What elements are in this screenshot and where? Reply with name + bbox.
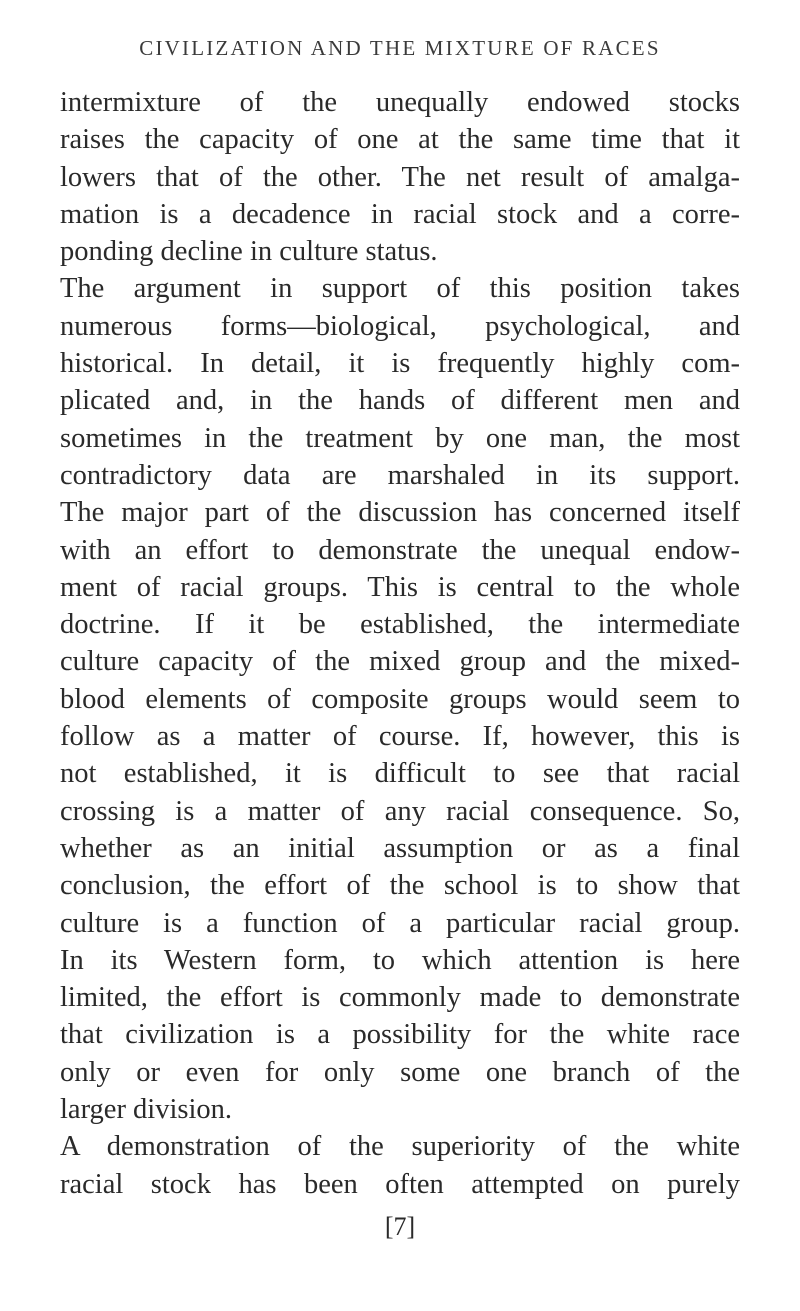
text-line: only or even for only some one branch of the [60, 1056, 740, 1088]
text-line: conclusion, the effort of the school is to show that [60, 870, 740, 902]
text-line: follow as a matter of course. If, however, this is [60, 721, 740, 753]
text-line: racial stock has been often attempted on purely [60, 1168, 740, 1200]
text-line: whether as an initial assumption or as a final [60, 832, 740, 864]
text-line: contradictory data are marshaled in its support. [60, 459, 740, 491]
text-line: The argument in support of this position takes [60, 273, 740, 305]
running-head: CIVILIZATION AND THE MIXTURE OF RACES [139, 36, 661, 60]
text-line: sometimes in the treatment by one man, the most [60, 422, 740, 454]
text-line: numerous forms—biological, psychological, and [60, 310, 740, 342]
text-line: In its Western form, to which attention is here [60, 944, 740, 976]
text-line: historical. In detail, it is frequently highly com- [60, 348, 740, 380]
page-number: [7] [384, 1212, 416, 1241]
text-line: that civilization is a possibility for the white race [60, 1019, 740, 1051]
text-line: A demonstration of the superiority of the white [60, 1131, 740, 1163]
text-line: ponding decline in culture status. [60, 236, 438, 268]
body-text [60, 84, 740, 1203]
text-line: crossing is a matter of any racial consequence. So, [60, 795, 740, 827]
text-line: blood elements of composite groups would seem to [60, 683, 740, 715]
text-line: larger division. [60, 1094, 233, 1126]
text-line: mation is a decadence in racial stock and a corre- [60, 198, 740, 230]
text-line: plicated and, in the hands of different men and [60, 385, 740, 417]
text-line: The major part of the discussion has concerned itself [60, 497, 740, 529]
text-line: not established, it is difficult to see that racial [60, 758, 740, 790]
text-line: with an effort to demonstrate the unequal endow- [60, 534, 740, 566]
text-line: raises the capacity of one at the same time that it [60, 124, 740, 156]
text-line: doctrine. If it be established, the intermediate [60, 609, 740, 641]
text-line: lowers that of the other. The net result of amalga- [60, 161, 740, 193]
text-line: ment of racial groups. This is central to the whole [60, 571, 740, 603]
text-line: culture capacity of the mixed group and the mixed- [60, 646, 740, 678]
text-line: culture is a function of a particular racial group. [60, 907, 740, 939]
text-line: intermixture of the unequally endowed stocks [60, 87, 740, 118]
text-line: limited, the effort is commonly made to demonstrate [60, 982, 740, 1014]
